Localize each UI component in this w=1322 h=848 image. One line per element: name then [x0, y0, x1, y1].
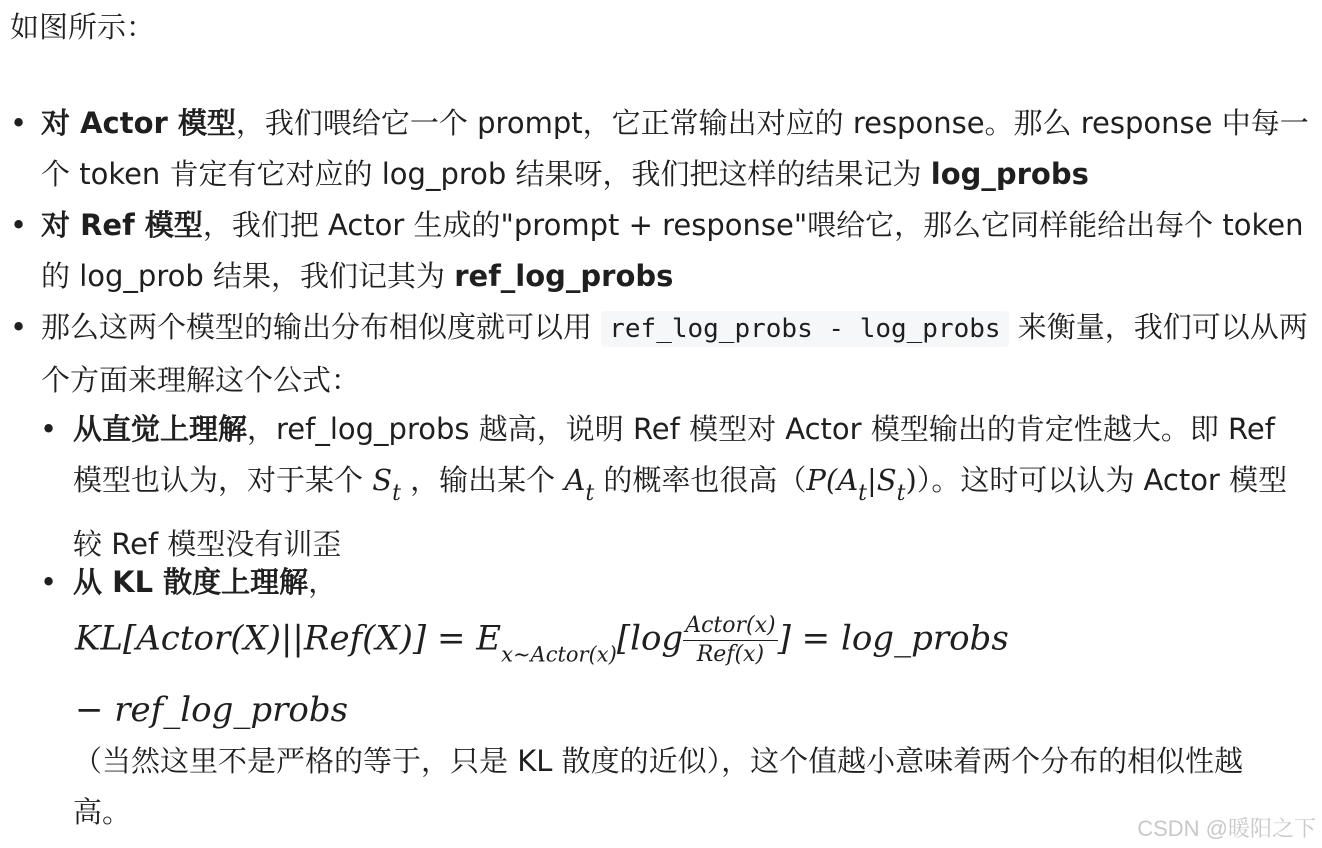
eq-right: ] = log_probs	[777, 618, 1009, 659]
watermark: CSDN @暖阳之下	[1137, 816, 1316, 841]
math-bar-s: |S	[867, 463, 897, 497]
bullet-body: 那么这两个模型的输出分布相似度就可以用	[41, 310, 602, 344]
sub-bullet-lead: 从 KL 散度上理解	[73, 565, 309, 599]
math-sub-t: t	[896, 481, 906, 506]
bullet-dot: •	[10, 310, 28, 344]
eq-numerator: Actor(x)	[683, 612, 777, 641]
sub-bullet-body-2: ，输出某个	[400, 463, 565, 497]
list-item-text	[41, 98, 1311, 200]
bullet-dot: •	[40, 565, 58, 599]
eq-fraction	[683, 612, 777, 669]
kl-equation-line2: − ref_log_probs	[75, 690, 349, 730]
sub-bullet-lead: 从直觉上理解	[73, 412, 248, 446]
list-item-text	[41, 200, 1311, 302]
kl-note: （当然这里不是严格的等于，只是 KL 散度的近似），这个值越小意味着两个分布的相似性越高。	[73, 744, 1244, 829]
bullet-dot: •	[40, 412, 58, 446]
math-s: S	[372, 463, 393, 497]
eq-expectation-sub: x∼Actor(x)	[501, 642, 617, 667]
eq-mid: [log	[616, 618, 684, 659]
bullet-lead: 对 Actor 模型	[41, 106, 236, 140]
sub-bullet-body: ，	[308, 565, 338, 599]
bullet-lead: 对 Ref 模型	[41, 208, 203, 242]
bullet-dot: •	[10, 106, 28, 140]
math-a: A	[564, 463, 586, 497]
bullet-tail: log_probs	[930, 157, 1089, 191]
eq-denominator: Ref(x)	[696, 642, 765, 667]
bullet-tail: ref_log_probs	[454, 259, 674, 293]
bullet-body-2: 来衡量，我们可以从两个方面来理解这个公式：	[41, 310, 1308, 397]
bullet-body: ，我们喂给它一个 prompt，它正常输出对应的 response。那么 response 中每一个 token 肯定有它对应的 log_prob 结果呀，我们把这样的结果记为	[41, 106, 1309, 191]
sub-list-item-text	[73, 404, 1303, 570]
sub-bullet-body-3: 的概率也很高（	[594, 463, 807, 497]
math-p: P(A	[806, 463, 859, 497]
math-close: )	[905, 463, 917, 497]
sub-bullet-body: ，ref_log_probs 越高，说明 Ref 模型对 Actor 模型输出的肯定性越大。即 Ref 模型也认为，对于某个	[73, 412, 1275, 497]
math-sub-t: t	[858, 481, 868, 506]
kl-equation	[75, 612, 1009, 681]
list-item-text	[41, 302, 1311, 406]
sub-list-item-text	[73, 557, 1303, 608]
intro-text: 如图所示：	[10, 10, 156, 44]
math-sub-t: t	[392, 481, 401, 506]
math-sub-t: t	[585, 481, 595, 506]
inline-code: ref_log_probs - log_probs	[601, 311, 1008, 347]
bullet-body: ，我们把 Actor 生成的"prompt + response"喂给它，那么它同样能给出每个 token 的 log_prob 结果，我们记其为	[41, 208, 1304, 293]
sub-bullet-body-4: ）。这时可以认为 Actor 模型较 Ref 模型没有训歪	[73, 463, 1288, 561]
bullet-dot: •	[10, 208, 28, 242]
eq-left: KL[Actor(X)||Ref(X)] = E	[75, 618, 502, 659]
